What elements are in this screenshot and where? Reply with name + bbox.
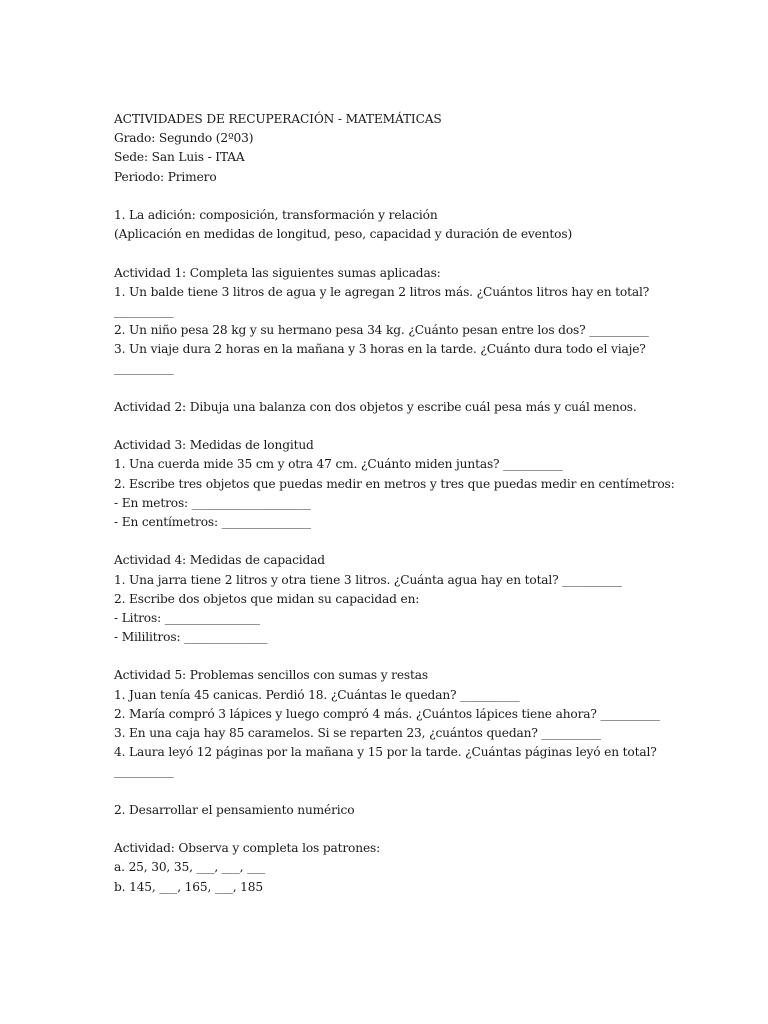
- spacer: [114, 244, 734, 263]
- actividad1-question-3: 3. Un viaje dura 2 horas en la mañana y 3 horas en la tarde. ¿Cuánto dura todo el viaje?: [114, 342, 646, 357]
- actividad4-question-2: 2. Escribe dos objetos que midan su capacidad en:: [114, 591, 420, 606]
- actividad1-question-1: 1. Un balde tiene 3 litros de agua y le agregan 2 litros más. ¿Cuántos litros hay en total?: [114, 284, 650, 299]
- actividad5-question-2: 2. María compró 3 lápices y luego compró 4 más. ¿Cuántos lápices tiene ahora? __________: [114, 706, 660, 721]
- actividad4-mililitros-line: - Mililitros: ______________: [114, 630, 268, 645]
- actividad4-question-1: 1. Una jarra tiene 2 litros y otra tiene 3 litros. ¿Cuánta agua hay en total? __________: [114, 572, 622, 587]
- actividad5-question-3: 3. En una caja hay 85 caramelos. Si se reparten 23, ¿cuántos quedan? __________: [114, 726, 601, 740]
- grado-line: Grado: Segundo (2º03): [114, 131, 254, 146]
- spacer: [114, 187, 734, 206]
- actividad1-question-2: 2. Un niño pesa 28 kg y su hermano pesa 34 kg. ¿Cuánto pesan entre los dos? __________: [114, 323, 649, 338]
- actividad5-question-4: 4. Laura leyó 12 páginas por la mañana y 15 por la tarde. ¿Cuántas páginas leyó en total?: [114, 745, 657, 760]
- actividad3-centimetros-line: - En centímetros: _______________: [114, 514, 311, 529]
- actividad3-question-2: 2. Escribe tres objetos que puedas medir en metros y tres que puedas medir en centímetros:: [114, 476, 675, 491]
- section1-heading: 1. La adición: composición, transformación y relación: [114, 207, 438, 222]
- spacer: [114, 417, 734, 436]
- actividad3-question-1: 1. Una cuerda mide 35 cm y otra 47 cm. ¿Cuánto miden juntas? __________: [114, 457, 563, 472]
- actividad2-title: Actividad 2: Dibuja una balanza con dos objetos y escribe cuál pesa más y cuál menos.: [114, 399, 637, 414]
- actividad3-title: Actividad 3: Medidas de longitud: [114, 438, 314, 453]
- patron-a: a. 25, 30, 35, ___, ___, ___: [114, 860, 265, 875]
- spacer: [114, 782, 734, 801]
- actividad1-answer-blank-3: __________: [114, 361, 174, 376]
- patrones-title: Actividad: Observa y completa los patrones:: [114, 841, 381, 856]
- actividad1-answer-blank-1: __________: [114, 303, 174, 318]
- actividad5-title: Actividad 5: Problemas sencillos con sumas y restas: [114, 668, 428, 683]
- actividad1-title: Actividad 1: Completa las siguientes sumas aplicadas:: [114, 265, 441, 280]
- spacer: [114, 532, 734, 551]
- periodo-line: Periodo: Primero: [114, 169, 217, 184]
- actividad5-question-1: 1. Juan tenía 45 canicas. Perdió 18. ¿Cuántas le quedan? __________: [114, 687, 520, 702]
- sede-line: Sede: San Luis - ITAA: [114, 150, 245, 165]
- spacer: [114, 379, 734, 398]
- section2-heading: 2. Desarrollar el pensamiento numérico: [114, 802, 355, 817]
- actividad4-litros-line: - Litros: ________________: [114, 610, 260, 625]
- spacer: [114, 820, 734, 839]
- section1-subheading: (Aplicación en medidas de longitud, peso, capacidad y duración de eventos): [114, 227, 573, 242]
- actividad5-answer-blank-4: __________: [114, 764, 174, 779]
- document-title: ACTIVIDADES DE RECUPERACIÓN - MATEMÁTICAS: [114, 112, 442, 126]
- spacer: [114, 647, 734, 666]
- actividad4-title: Actividad 4: Medidas de capacidad: [114, 553, 325, 568]
- actividad3-metros-line: - En metros: ____________________: [114, 495, 311, 510]
- patron-b: b. 145, ___, 165, ___, 185: [114, 879, 263, 894]
- document-page: [114, 110, 734, 897]
